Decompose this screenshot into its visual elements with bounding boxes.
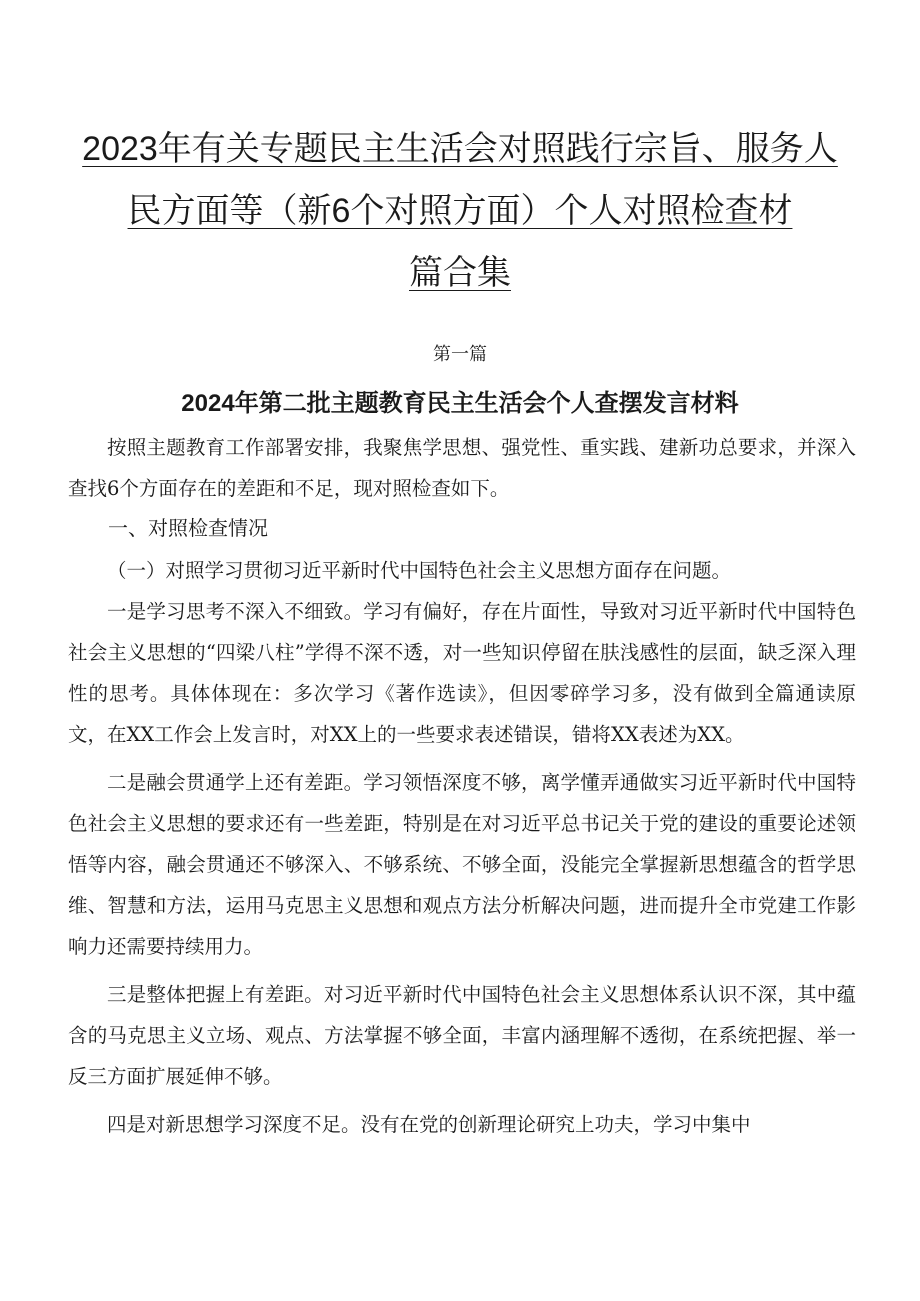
paragraph-point-1: 一是学习思考不深入不细致。学习有偏好，存在片面性，导致对习近平新时代中国特色社会主义思想的“四梁八柱”学得不深不透，对一些知识停留在肤浅感性的层面，缺乏深入理性的思考。具体体现在：多次学习《著作选读》，但因零碎学习多，没有做到全篇通读原文，在XX工作会上发言时，对XX上的一些要求表述错误，错将XX表述为XX。: [68, 600, 856, 746]
subheading-item-1: （一）对照学习贯彻习近平新时代中国特色社会主义思想方面存在问题。: [107, 559, 732, 582]
title-line-2: 民方面等（新6个对照方面）个人对照检查材: [127, 192, 793, 230]
section-label: 第一篇: [433, 344, 487, 365]
document-title: [60, 118, 860, 304]
paragraph-point-4: 四是对新思想学习深度不足。没有在党的创新理论研究上功夫，学习中集中: [107, 1113, 751, 1136]
section-subtitle: 2024年第二批主题教育民主生活会个人查摆发言材料: [181, 390, 739, 417]
paragraph-point-3: 三是整体把握上有差距。对习近平新时代中国特色社会主义思想体系认识不深，其中蕴含的马克思主义立场、观点、方法掌握不够全面，丰富内涵理解不透彻，在系统把握、举一反三方面扩展延伸不够。: [68, 983, 856, 1088]
document-body: [68, 427, 856, 1145]
heading-check-situation: 一、对照检查情况: [108, 518, 268, 540]
title-line-3: 篇合集: [409, 254, 511, 292]
title-line-1: 2023年有关专题民主生活会对照践行宗旨、服务人: [82, 130, 838, 168]
paragraph-point-2: 二是融会贯通学上还有差距。学习领悟深度不够，离学懂弄通做实习近平新时代中国特色社会主义思想的要求还有一些差距，特别是在对习近平总书记关于党的建设的重要论述领悟等内容，融会贯通还不够深入、不够系统、不够全面，没能完全掌握新思想蕴含的哲学思维、智慧和方法，运用马克思主义思想和观点方法分析解决问题，进而提升全市党建工作影响力还需要持续用力。: [68, 771, 856, 958]
paragraph-intro: 按照主题教育工作部署安排，我聚焦学思想、强党性、重实践、建新功总要求，并深入查找6个方面存在的差距和不足，现对照检查如下。: [68, 436, 856, 500]
